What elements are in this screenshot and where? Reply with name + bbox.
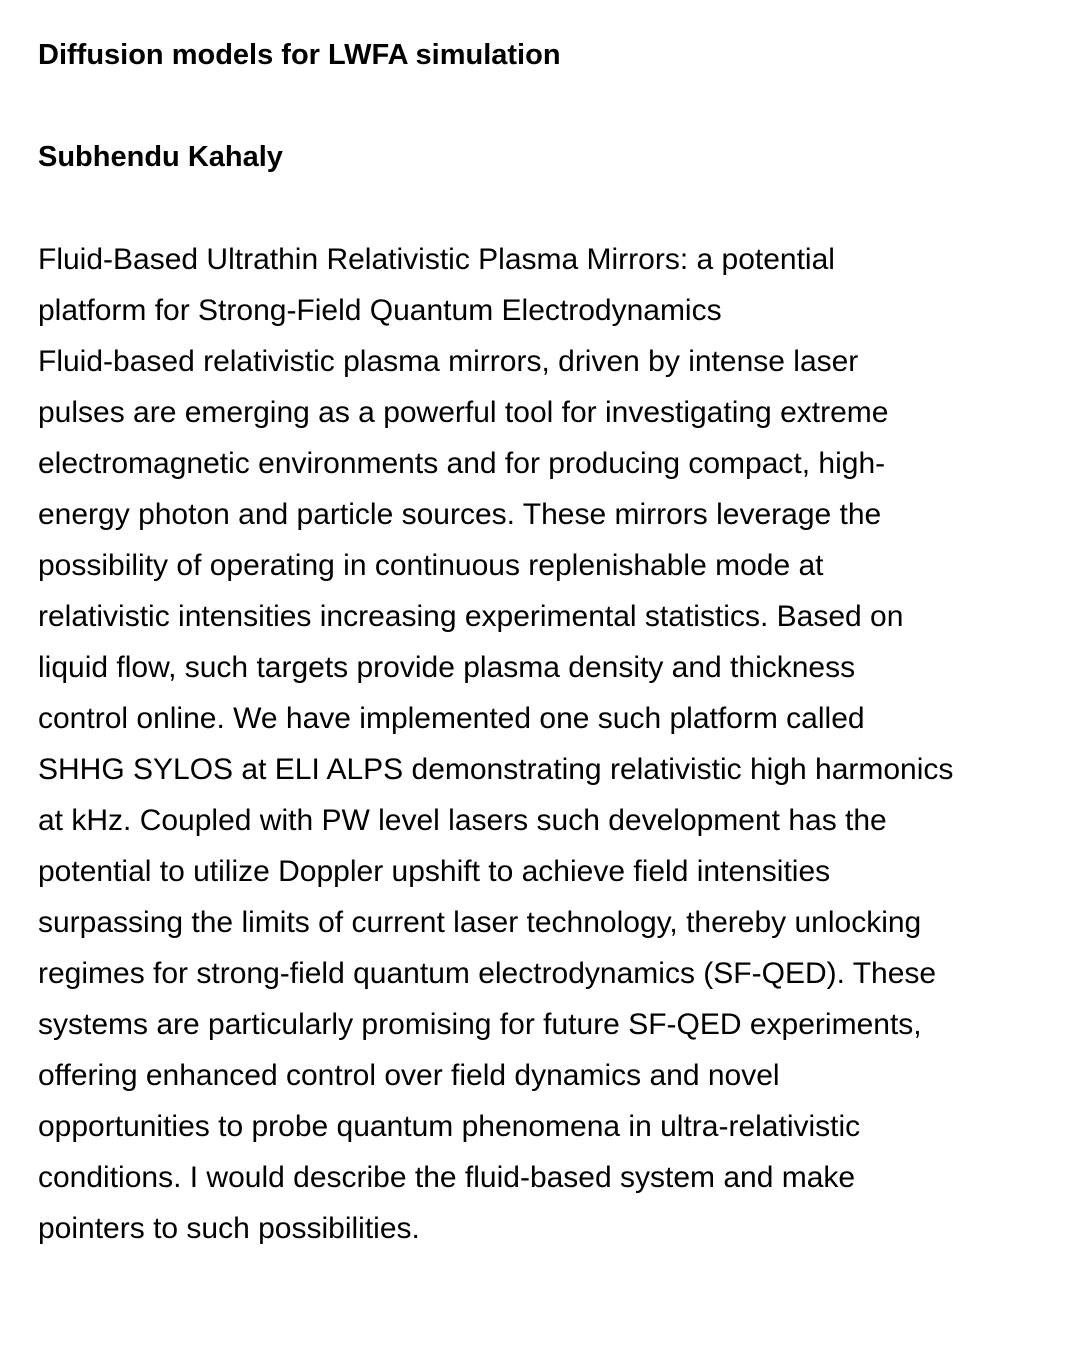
abstract-line: at kHz. Coupled with PW level lasers such development has the	[38, 804, 887, 837]
abstract-line: pulses are emerging as a powerful tool for investigating extreme	[38, 396, 889, 429]
abstract-line: control online. We have implemented one such platform called	[38, 702, 865, 735]
abstract-line: Fluid-Based Ultrathin Relativistic Plasma Mirrors: a potential	[38, 243, 835, 276]
abstract-line: surpassing the limits of current laser technology, thereby unlocking	[38, 906, 922, 939]
document-title: Diffusion models for LWFA simulation	[38, 39, 561, 71]
author-name: Subhendu Kahaly	[38, 141, 283, 173]
abstract-line: Fluid-based relativistic plasma mirrors, driven by intense laser	[38, 345, 859, 378]
abstract-body	[38, 234, 1048, 1254]
abstract-line: pointers to such possibilities.	[38, 1212, 420, 1245]
abstract-line: conditions. I would describe the fluid-based system and make	[38, 1161, 856, 1194]
abstract-line: platform for Strong-Field Quantum Electrodynamics	[38, 294, 722, 327]
abstract-line: regimes for strong-field quantum electrodynamics (SF-QED). These	[38, 957, 937, 990]
abstract-line: liquid flow, such targets provide plasma density and thickness	[38, 651, 856, 684]
abstract-line: offering enhanced control over field dynamics and novel	[38, 1059, 780, 1092]
abstract-line: SHHG SYLOS at ELI ALPS demonstrating relativistic high harmonics	[38, 753, 954, 786]
abstract-line: opportunities to probe quantum phenomena in ultra-relativistic	[38, 1110, 861, 1143]
abstract-line: electromagnetic environments and for producing compact, high-	[38, 447, 886, 480]
abstract-line: possibility of operating in continuous replenishable mode at	[38, 549, 824, 582]
abstract-line: systems are particularly promising for future SF-QED experiments,	[38, 1008, 922, 1041]
abstract-line: relativistic intensities increasing experimental statistics. Based on	[38, 600, 904, 633]
abstract-line: energy photon and particle sources. These mirrors leverage the	[38, 498, 882, 531]
abstract-line: potential to utilize Doppler upshift to achieve field intensities	[38, 855, 831, 888]
document-page	[38, 30, 1048, 1254]
